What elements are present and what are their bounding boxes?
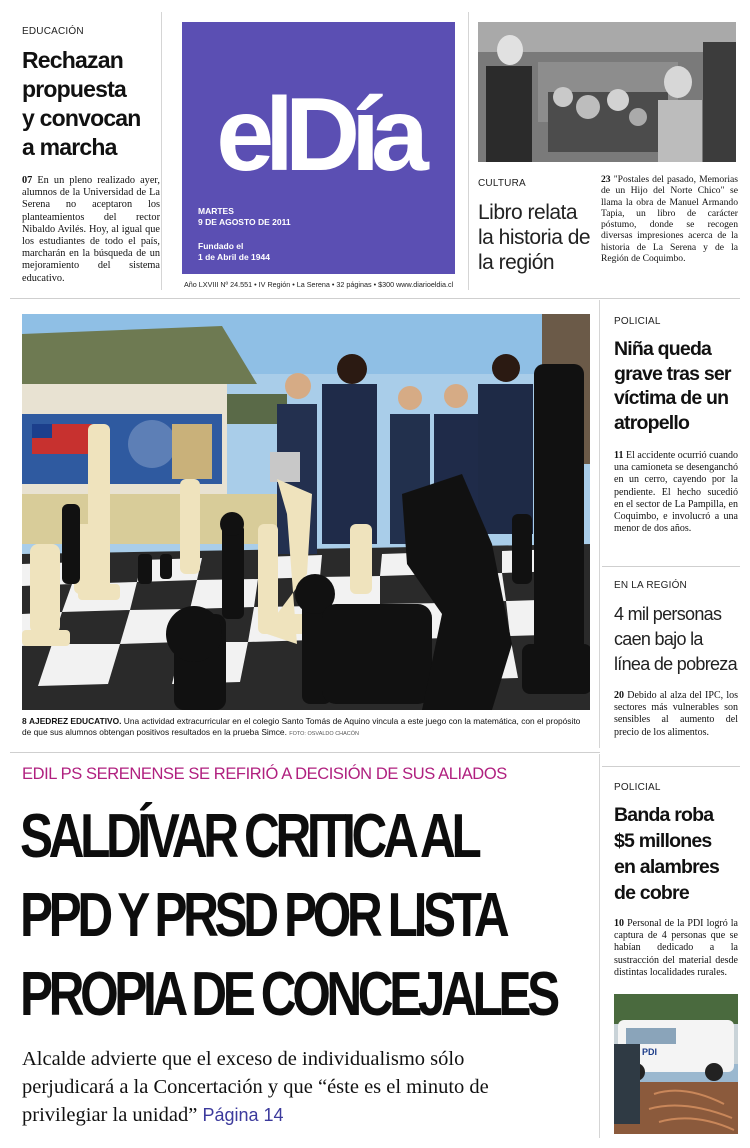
kicker-cultura: CULTURA	[478, 178, 526, 189]
divider-top	[10, 298, 740, 299]
chess-photo[interactable]	[22, 314, 590, 710]
headline-pobreza[interactable]	[614, 602, 744, 677]
body-educacion	[22, 175, 160, 285]
headline-line: la región	[478, 251, 555, 274]
body-text: "Postales del pasado, Memorias de un Hijo del Norte Chico" se llama la obra de Manuel Armando Tapia, un libro de carácter póstumo, donde se recogen diversas impresiones acerca de la historia de La Serena y de la Región de Coquimbo.	[601, 174, 738, 265]
page-number: 07	[22, 175, 33, 186]
masthead-founded-2: 1 de Abril de 1944	[198, 252, 270, 262]
body-text: Personal de la PDI logró la captura de 4 personas que se habían dedicado a la sustracción del material desde distintas localidades rurales.	[614, 918, 738, 978]
headline-line: Banda roba	[614, 804, 714, 826]
divider-sidebar-1	[602, 566, 740, 567]
body-text: En un pleno realizado ayer, alumnos de la Universidad de La Serena no aceptaron los planteamientos del rector Nibaldo Avilés. Hoy, al igual que los estudiantes de todo el país, marcharán en la búsqueda de un mejoramiento del sistema educativo.	[22, 175, 160, 284]
headline-line: 4 mil personas	[614, 604, 722, 624]
caption-label: AJEDREZ EDUCATIVO.	[29, 716, 122, 726]
chess-photo-art	[22, 314, 590, 710]
headline-line: SALDÍVAR CRITICA AL	[20, 802, 478, 871]
cobre-photo[interactable]	[614, 994, 738, 1134]
body-pobreza	[614, 690, 738, 739]
body-cultura	[601, 174, 738, 264]
headline-line: PPD Y PRSD POR LISTA	[20, 881, 506, 950]
deck-text: privilegiar la unidad”	[22, 1104, 198, 1126]
headline-line: Niña queda	[614, 338, 712, 360]
headline-cobre[interactable]	[614, 802, 744, 906]
photo-credit: FOTO: OSVALDO CHACÓN	[289, 731, 360, 737]
page-number: 23	[601, 174, 611, 185]
masthead-block[interactable]	[182, 22, 455, 274]
cobre-photo-art	[614, 994, 738, 1134]
headline-line: Rechazan	[22, 47, 123, 73]
headline-line: PROPIA DE CONCEJALES	[20, 960, 556, 1029]
kicker-educacion: EDUCACIÓN	[22, 26, 84, 37]
headline-line: línea de pobreza	[614, 654, 737, 674]
photo-caption	[22, 716, 590, 740]
page-number: 10	[614, 918, 624, 929]
kicker-policial-2: POLICIAL	[614, 782, 661, 793]
masthead-founded-1: Fundado el	[198, 241, 244, 251]
headline-line: Libro relata	[478, 201, 578, 224]
deck-line: Alcalde advierte que el exceso de individualismo sólo	[22, 1048, 465, 1070]
caption-text: Una actividad extracurricular en el colegio Santo Tomás de Aquino vincula a este juego con la matemática, con el propósito de que sus alumnos obtengan positivos resultados en la prueba Simce.	[22, 716, 581, 737]
headline-cultura[interactable]	[478, 200, 598, 275]
cultura-photo[interactable]	[478, 22, 736, 162]
divider-sidebar-2	[602, 766, 740, 767]
headline-educacion[interactable]	[22, 46, 162, 162]
body-text: Debido al alza del IPC, los sectores más vulnerables son sensibles al aumento del precio de los alimentos.	[614, 690, 738, 738]
lead-kicker: EDIL PS SERENENSE SE REFIRIÓ A DECISIÓN DE SUS ALIADOS	[22, 765, 507, 783]
masthead-info-line: Año LXVIII Nº 24.551 • IV Región • La Serena • 32 páginas • $300 www.diarioeldia.cl	[184, 280, 454, 289]
headline-line: propuesta	[22, 76, 126, 102]
lead-deck	[22, 1045, 600, 1129]
page-number: 8	[22, 716, 27, 726]
masthead-day: MARTES	[198, 206, 234, 216]
headline-line: y convocan	[22, 105, 141, 131]
body-text: El accidente ocurrió cuando una camioneta se desenganchó en un cerro, cayendo por la pendiente. El hecho sucedió en el sector de La Pampilla, en Coquimbo, e involucró a una menor de dos años.	[614, 450, 739, 535]
lead-headline[interactable]	[20, 797, 556, 1034]
headline-line: caen bajo la	[614, 629, 703, 649]
headline-line: la historia de	[478, 226, 591, 249]
body-atropello	[614, 450, 738, 535]
deck-line-last	[22, 1101, 600, 1129]
masthead-logo-art	[182, 22, 455, 274]
headline-line: $5 millones	[614, 830, 712, 852]
body-cobre	[614, 918, 738, 979]
masthead-date: 9 DE AGOSTO DE 2011	[198, 217, 291, 227]
headline-line: a marcha	[22, 134, 117, 160]
logo-text: elDía	[216, 77, 420, 193]
page-number: 11	[614, 450, 624, 461]
page-ref-link[interactable]: Página 14	[202, 1105, 284, 1125]
pdi-label: PDI	[642, 1047, 658, 1057]
headline-line: de cobre	[614, 882, 689, 904]
headline-line: grave tras ser	[614, 362, 731, 385]
headline-line: atropello	[614, 411, 690, 434]
kicker-region: EN LA REGIÓN	[614, 580, 687, 591]
kicker-policial: POLICIAL	[614, 316, 661, 327]
headline-line: víctima de un	[614, 387, 729, 409]
deck-line: perjudicará a la Concertación y que “éste es el minuto de	[22, 1076, 489, 1098]
divider-main	[10, 752, 600, 753]
cultura-photo-art	[478, 22, 736, 162]
headline-atropello[interactable]	[614, 337, 744, 435]
headline-line: en alambres	[614, 856, 720, 878]
page-number: 20	[614, 690, 624, 701]
